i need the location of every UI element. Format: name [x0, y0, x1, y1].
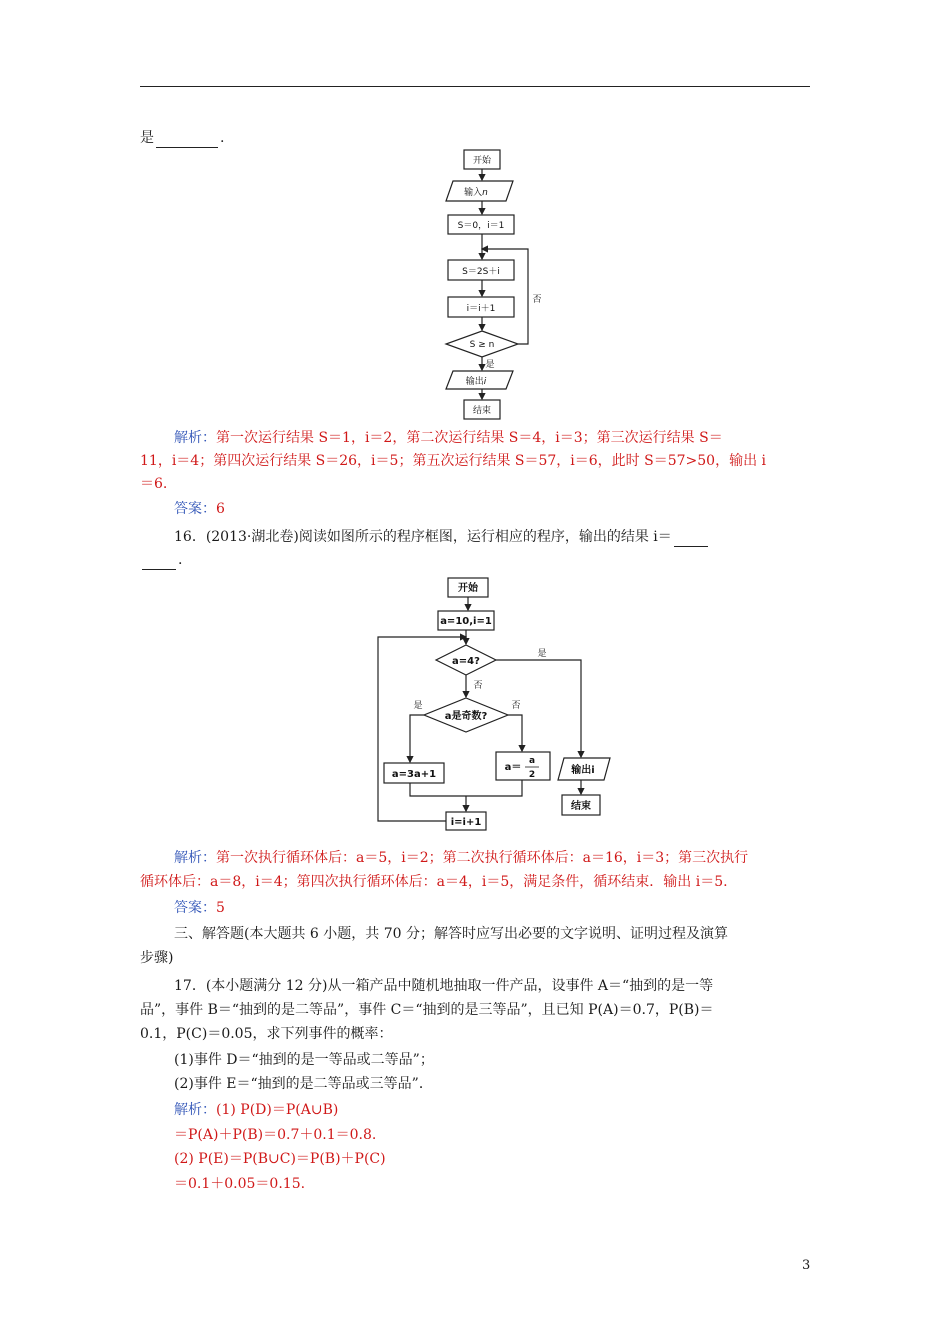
fc2-odd: a=3a+1 [391, 769, 437, 780]
flowchart-1 [440, 146, 560, 424]
fc2-inc: i=i+1 [450, 817, 482, 828]
fc1-step2: i＝i＋1 [466, 304, 496, 314]
q15-tail: 是 . [140, 130, 225, 146]
fc2-yes1: 是 [537, 649, 547, 659]
fc2-init: a=10,i=1 [440, 616, 492, 627]
sol15-line2: 11，i＝4；第四次运行结果 S＝26，i＝5；第五次运行结果 S＝57，i＝6，此时 S＝57>50，输出 i [140, 453, 767, 469]
sol16-line2: 循环体后：a＝8，i＝4；第四次执行循环体后：a＝4，i＝5，满足条件，循环结束．输出 i＝5. [140, 874, 728, 890]
fc2-even-den: 2 [528, 770, 536, 780]
sol16-answer: 答案：5 [174, 900, 225, 916]
q17-line1: 17．(本小题满分 12 分)从一箱产品中随机地抽取一件产品，设事件 A＝“抽到的是一等 [174, 978, 714, 994]
fc1-cond: S ≥ n [469, 340, 495, 350]
fc2-cond2: a是奇数? [444, 711, 488, 722]
flowchart-2 [370, 572, 610, 834]
sol17-line2: ＝P(A)＋P(B)＝0.7＋0.1＝0.8. [174, 1127, 377, 1143]
sol17-line3: (2) P(E)＝P(B∪C)＝P(B)＋P(C) [174, 1151, 386, 1167]
q16-line1: 16．(2013·湖北卷)阅读如图所示的程序框图，运行相应的程序，输出的结果 i＝ [174, 527, 710, 547]
sol15-answer: 答案：6 [174, 501, 225, 517]
sol17-line1: 解析：(1) P(D)＝P(A∪B) [174, 1102, 339, 1118]
sol17-line4: ＝0.1＋0.05＝0.15. [174, 1176, 306, 1192]
page-number: 3 [802, 1258, 811, 1273]
sol16-line1: 解析：第一次执行循环体后：a＝5，i＝2；第二次执行循环体后：a＝16，i＝3；第三次执行 [174, 850, 749, 866]
answer-blank [156, 133, 218, 148]
q16-line2: . [140, 550, 182, 570]
q17-line2: 品”，事件 B＝“抽到的是二等品”，事件 C＝“抽到的是三等品”，且已知 P(A)＝0.7，P(B)＝ [140, 1002, 714, 1018]
section3-line2: 步骤) [140, 950, 174, 966]
fc2-no1: 否 [473, 681, 483, 691]
fc2-even-lhs: a＝ [504, 762, 522, 773]
q17-part1: (1)事件 D＝“抽到的是一等品或二等品”； [174, 1052, 434, 1068]
sol15-line3: ＝6. [140, 476, 168, 492]
fc1-end: 结束 [472, 406, 492, 416]
fc1-input: 输入n [464, 188, 488, 198]
fc1-init: S＝0，i＝1 [457, 221, 505, 231]
section3-line1: 三、解答题(本大题共 6 小题，共 70 分；解答时应写出必要的文字说明、证明过程及演算 [174, 926, 728, 942]
fc2-yes2: 是 [413, 701, 423, 711]
fc2-even-num: a [528, 756, 536, 766]
q17-line3: 0.1，P(C)＝0.05，求下列事件的概率： [140, 1026, 393, 1042]
fc2-start: 开始 [458, 583, 478, 594]
fc2-output: 输出i [571, 765, 595, 776]
answer-blank [142, 555, 176, 570]
fc2-end: 结束 [571, 801, 591, 812]
q17-part2: (2)事件 E＝“抽到的是二等品或三等品”． [174, 1076, 433, 1092]
fc1-step1: S＝2S＋i [462, 267, 500, 277]
header-rule [140, 86, 810, 87]
fc2-no2: 否 [511, 701, 521, 711]
fc1-start: 开始 [472, 156, 492, 166]
sol15-line1: 解析：第一次运行结果 S＝1，i＝2，第二次运行结果 S＝4，i＝3；第三次运行结果 S＝ [174, 430, 723, 446]
fc1-yes: 是 [485, 360, 495, 370]
fc2-cond1: a=4? [452, 656, 480, 667]
fc1-no: 否 [532, 295, 542, 305]
answer-blank [674, 532, 708, 547]
fc1-output: 输出i [465, 377, 487, 387]
